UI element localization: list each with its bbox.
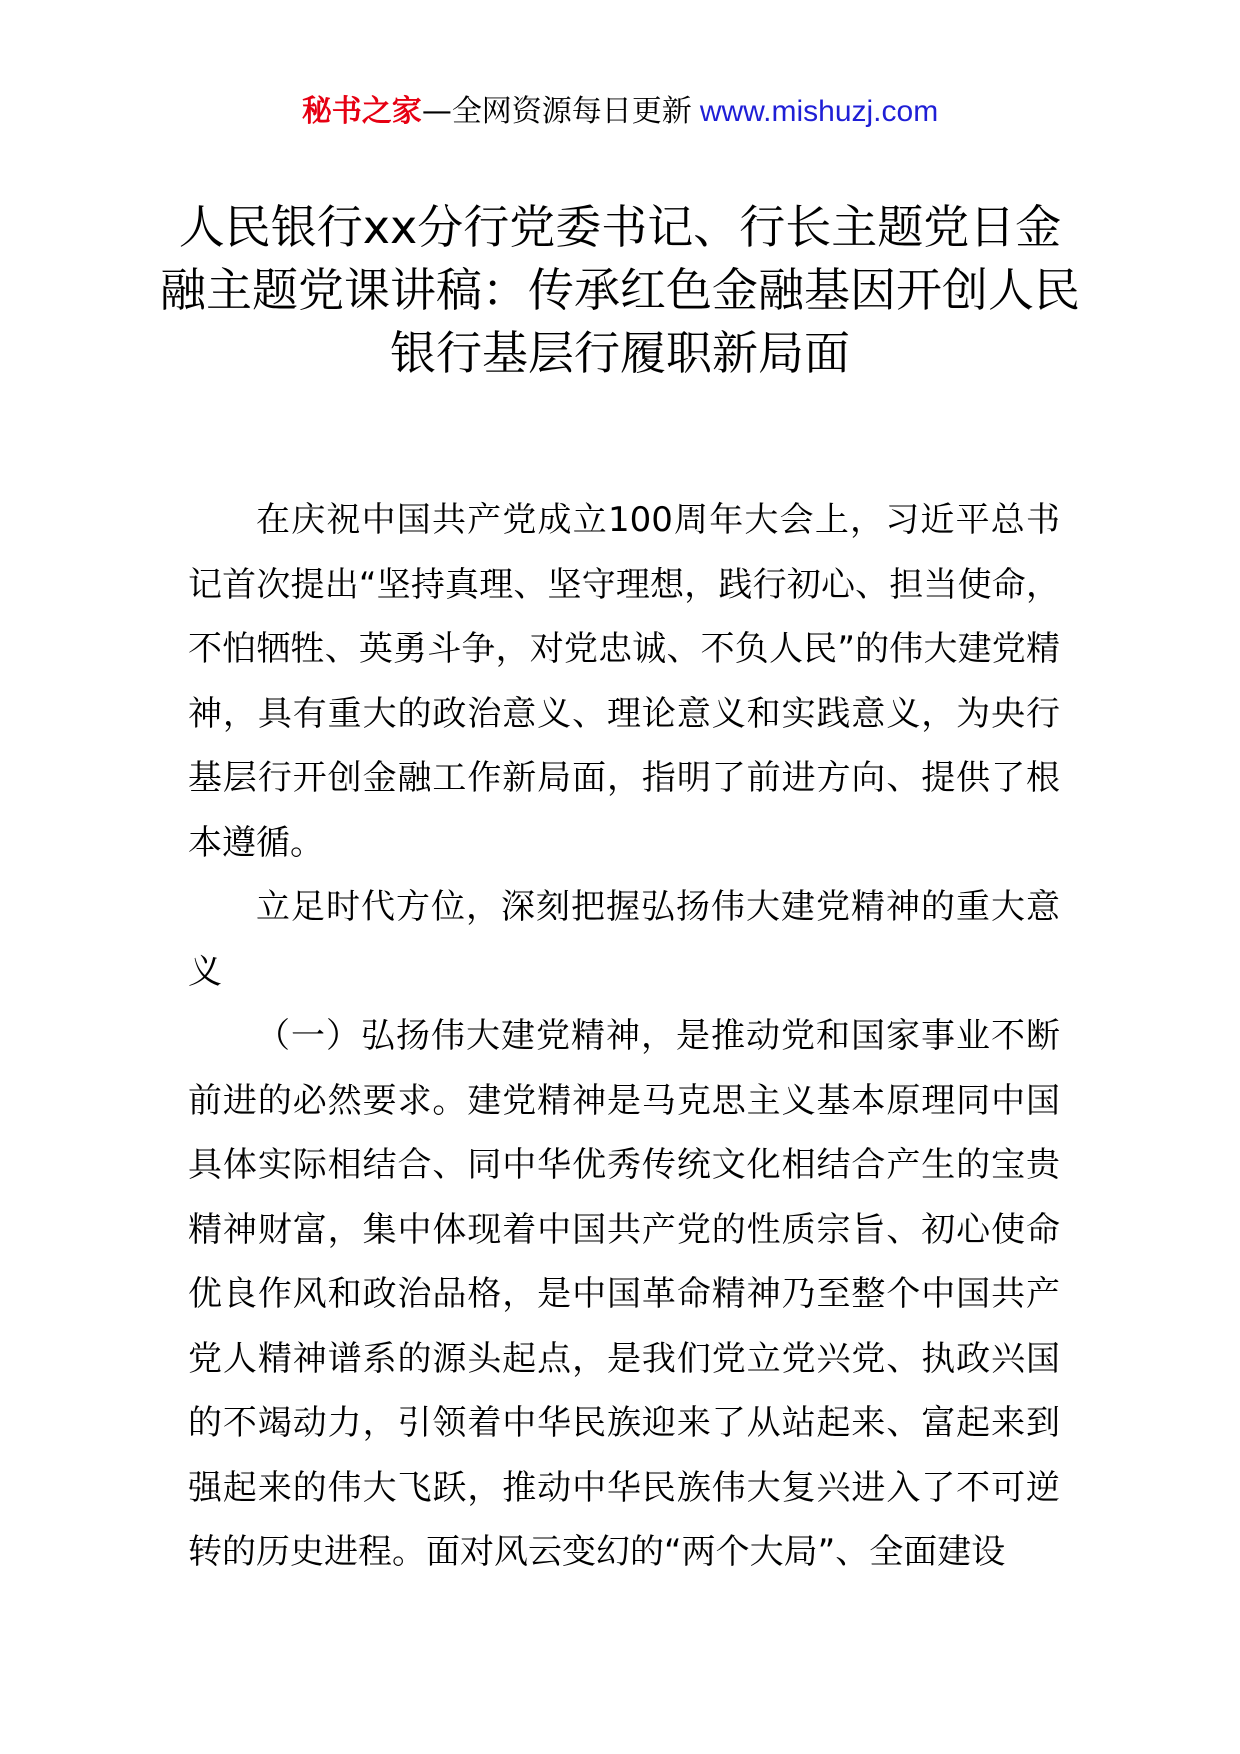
site-url-link[interactable]: www.mishuzj.com	[699, 95, 939, 128]
paragraph-section-1: （一）弘扬伟大建党精神，是推动党和国家事业不断前进的必然要求。建党精神是马克思主义基本原理同中国具体实际相结合、同中华优秀传统文化相结合产生的宝贵精神财富，集中体现着中国共产党的性质宗旨、初心使命优良作风和政治品格，是中国革命精神乃至整个中国共产党人精神谱系的源头起点，是我们党立党兴党、执政兴国的不竭动力，引领着中华民族迎来了从站起来、富起来到强起来的伟大飞跃，推动中华民族伟大复兴进入了不可逆转的历史进程。面对风云变幻的“两个大局”、全面建设	[188, 1016, 1060, 1572]
site-brand: 秘书之家	[301, 94, 422, 129]
site-tagline: —全网资源每日更新	[421, 94, 692, 129]
document-title: 人民银行xx分行党委书记、行长主题党日金融主题党课讲稿：传承红色金融基因开创人民银行基层行履职新局面	[160, 200, 1080, 380]
section-heading: 立足时代方位，深刻把握弘扬伟大建党精神的重大意义	[188, 887, 1060, 992]
document-body	[188, 488, 1060, 1585]
paragraph-intro: 在庆祝中国共产党成立100周年大会上，习近平总书记首次提出“坚持真理、坚守理想，践行初心、担当使命，不怕牺牲、英勇斗争，对党忠诚、不负人民”的伟大建党精神，具有重大的政治意义、理论意义和实践意义，为央行基层行开创金融工作新局面，指明了前进方向、提供了根本遵循。	[188, 500, 1060, 863]
site-header	[0, 92, 1240, 132]
